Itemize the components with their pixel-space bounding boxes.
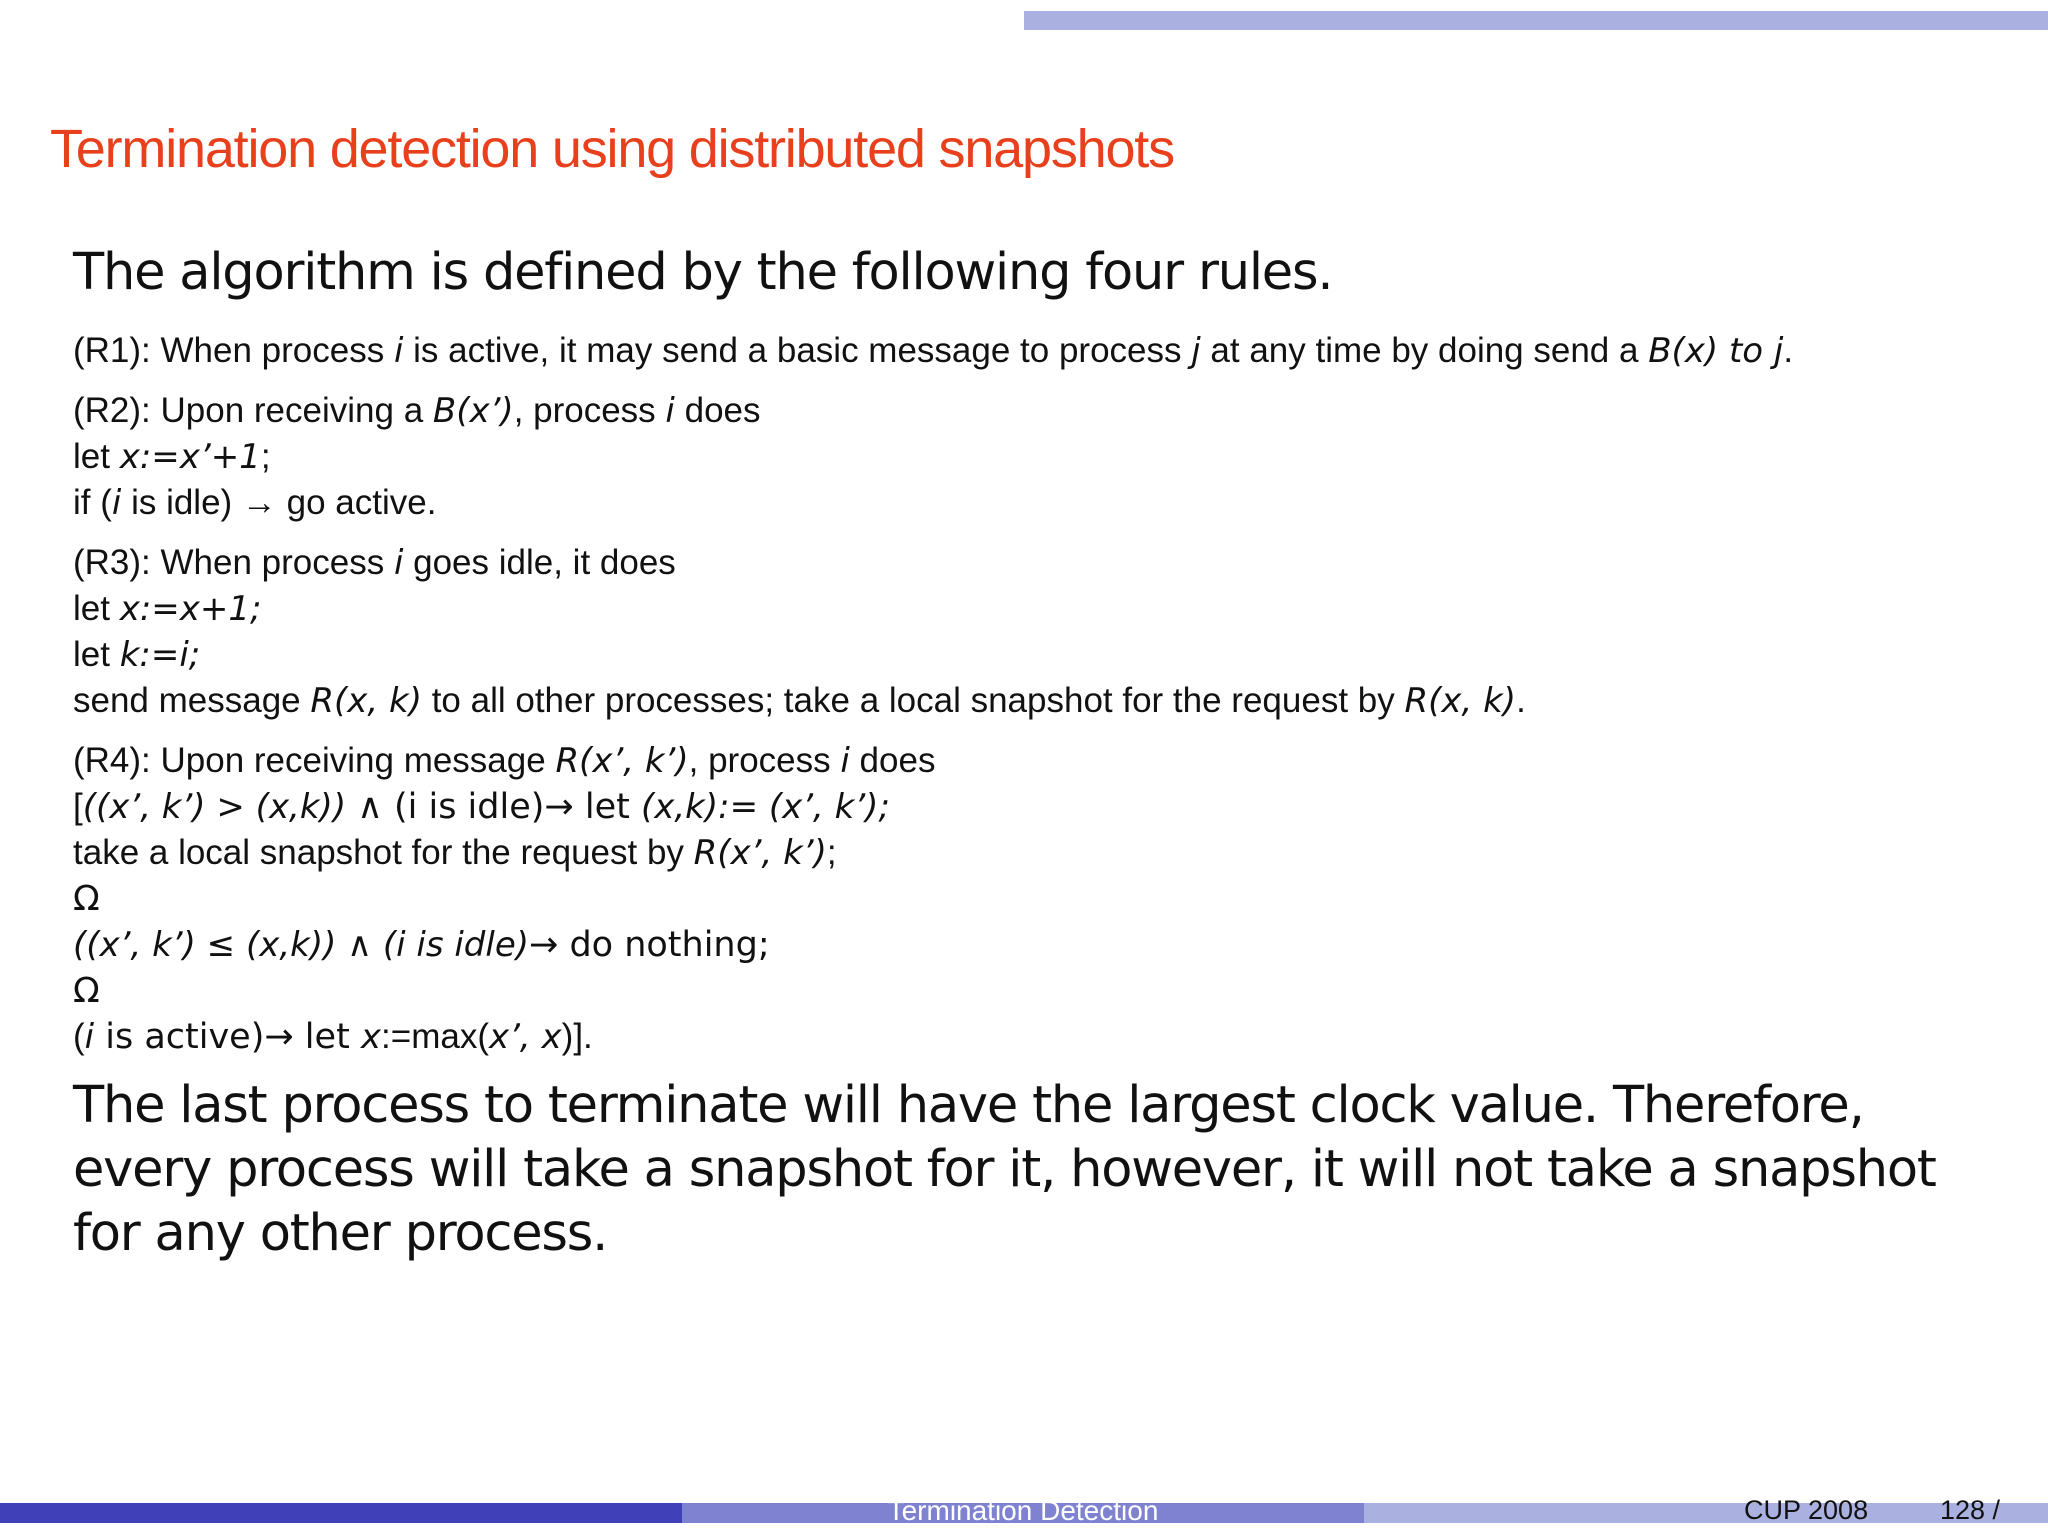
rule-r4-line-2 (73, 784, 2013, 830)
var: B(x’) (432, 391, 514, 431)
footer-page-number: 128 / (1940, 1495, 2001, 1525)
lead-sentence: The algorithm is defined by the following four rules. (73, 243, 1333, 302)
rule-r2-line-2 (73, 434, 2013, 480)
var: x’, x (489, 1017, 562, 1057)
text: ; (826, 833, 837, 872)
var: R(x’, k’) (555, 741, 689, 781)
text: does (674, 391, 761, 430)
text: )]. (561, 1017, 593, 1056)
rule-r3-line-4 (73, 678, 2013, 724)
footer-segment-left (0, 1503, 682, 1523)
text: does (849, 741, 936, 780)
footer-title: Termination Detection (887, 1495, 1159, 1526)
rule-r4 (73, 738, 2013, 1060)
text: take a local snapshot for the request by (73, 833, 694, 872)
text: at any time by doing send a (1200, 331, 1649, 370)
rule-r4-separator-2: Ω (73, 971, 100, 1011)
text: to all other processes; take a local snapshot for the request by (421, 681, 1405, 720)
var: i (393, 543, 404, 583)
text: :=max( (381, 1017, 489, 1056)
var: i (111, 483, 122, 523)
text: (R1): When process (73, 331, 394, 370)
var: (x,k):= (x’, k’); (640, 787, 890, 827)
var: ((x’, k’) > (x,k)) (82, 787, 347, 827)
var: R(x’, k’) (693, 833, 827, 873)
var: j (1191, 331, 1201, 371)
text: → do nothing; (529, 925, 770, 965)
closing-paragraph: The last process to terminate will have the largest clock value. Therefore, every process will take a snapshot for it, however, it will not take a snapshot for any other process. (73, 1076, 1936, 1263)
text: (R2): Upon receiving a (73, 391, 433, 430)
var: x:=x’+1 (119, 437, 261, 477)
text: let (73, 589, 120, 628)
text: if ( (73, 483, 112, 522)
var: k:=i; (119, 635, 201, 675)
footer-segment-right (1364, 1495, 2048, 1525)
rule-r1 (73, 328, 2013, 374)
text: , process (688, 741, 841, 780)
text: [ (73, 787, 83, 826)
rule-r4-separator-1: Ω (73, 879, 100, 919)
text: ; (260, 437, 271, 476)
text: is active, it may send a basic message to process (403, 331, 1192, 370)
rule-r2-line-3 (73, 480, 2013, 526)
text: . (1783, 331, 1794, 370)
rule-r1-line (73, 328, 2013, 374)
text: . (1516, 681, 1526, 720)
slide-body (73, 238, 2013, 1266)
var: i (840, 741, 850, 781)
var: R(x, k) (310, 681, 422, 721)
text: (R4): Upon receiving message (73, 741, 556, 780)
text: goes idle, it does (403, 543, 676, 582)
rule-r4-line-7 (73, 1014, 2013, 1060)
rule-r2-line-1 (73, 388, 2013, 434)
text: is idle) → go active. (121, 483, 437, 522)
var: x (360, 1017, 382, 1057)
rule-r4-line-3 (73, 830, 2013, 876)
text: let (73, 635, 120, 674)
var: i (84, 1017, 95, 1057)
text: is active)→ let (94, 1017, 361, 1057)
top-accent-bar (1024, 11, 2048, 30)
rule-r4-line-5 (73, 922, 2013, 968)
rule-r3-line-1 (73, 540, 2013, 586)
rule-r4-line-1 (73, 738, 2013, 784)
text: , process (513, 391, 666, 430)
var: B(x) to j (1648, 331, 1784, 371)
rule-r3-line-2 (73, 586, 2013, 632)
text: send message (73, 681, 311, 720)
rule-r3-line-3 (73, 632, 2013, 678)
var: ((x’, k’) ≤ (x,k)) ∧ (i is idle) (73, 925, 529, 965)
footer-publisher: CUP 2008 (1744, 1495, 1869, 1525)
text: (R3): When process (73, 543, 394, 582)
text: let (73, 437, 120, 476)
footer-bar (0, 1495, 2048, 1526)
rule-r3 (73, 540, 2013, 724)
text: ∧ (i is idle)→ let (346, 787, 641, 827)
var: i (665, 391, 675, 431)
footer-segment-center (682, 1495, 1364, 1526)
var: x:=x+1; (119, 589, 262, 629)
rules-list (73, 328, 2013, 1060)
slide-title: Termination detection using distributed snapshots (50, 119, 1174, 179)
var: R(x, k) (1404, 681, 1517, 721)
var: i (393, 331, 404, 371)
rule-r2 (73, 388, 2013, 526)
text: ( (73, 1017, 85, 1056)
